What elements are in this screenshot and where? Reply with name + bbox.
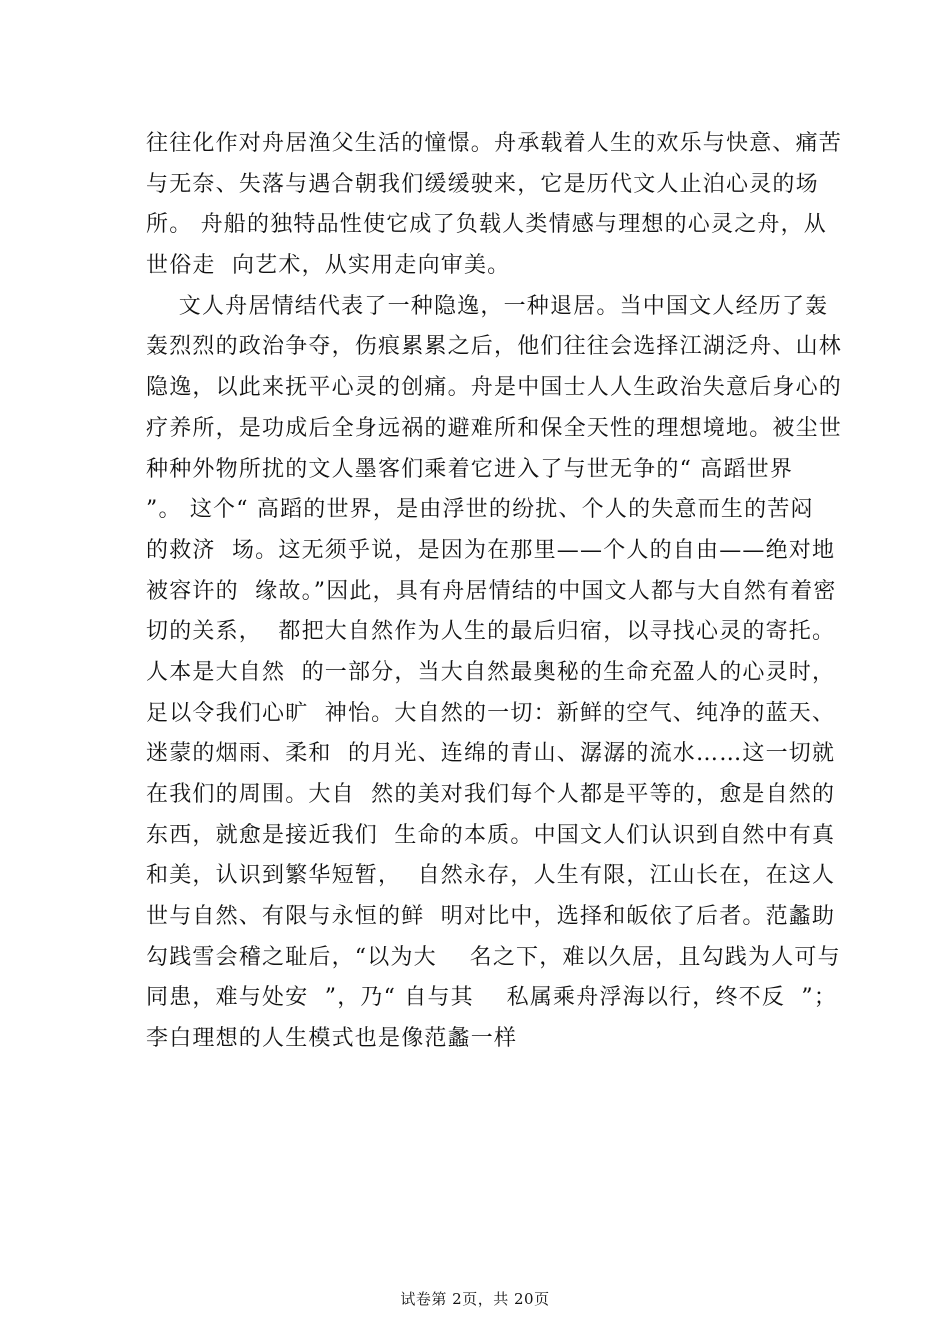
article-body bbox=[146, 124, 843, 1060]
page-footer: 试卷第 2页，共 20页 bbox=[400, 1290, 550, 1308]
text-line: 文人舟居情结代表了一种隐逸，一种退居。当中国文人经历了轰 bbox=[146, 293, 829, 319]
text-line: 世俗走 向艺术，从实用走向审美。 bbox=[146, 253, 511, 279]
text-line: 迷蒙的烟雨、柔和 的月光、连绵的青山、潺潺的流水……这一切就 bbox=[146, 741, 836, 767]
text-line: 种种外物所扰的文人墨客们乘着它进入了与世无争的“ 高蹈世界 bbox=[146, 456, 794, 482]
text-line: 疗养所，是功成后全身远祸的避难所和保全天性的理想境地。被尘世 bbox=[146, 415, 843, 441]
text-line: 在我们的周围。大自 然的美对我们每个人都是平等的，愈是自然的 bbox=[146, 782, 836, 807]
text-line: 东西，就愈是接近我们 生命的本质。中国文人们认识到自然中有真 bbox=[146, 822, 836, 848]
text-line: 往往化作对舟居渔父生活的憧憬。舟承载着人生的欢乐与快意、痛苦 bbox=[146, 131, 843, 156]
text-line: 李白理想的人生模式也是像范蠡一样 bbox=[146, 1026, 518, 1052]
text-line: 同患，难与处安 ”，乃“ 自与其 私属乘舟浮海以行，终不反 ”； bbox=[146, 985, 838, 1011]
text-line: 和美，认识到繁华短暂， 自然永存，人生有限，江山长在，在这人 bbox=[146, 863, 836, 889]
text-line: 人本是大自然 的一部分，当大自然最奥秘的生命充盈人的心灵时， bbox=[146, 659, 836, 685]
text-line: 勾践雪会稽之耻后，“以为大 名之下，难以久居，且勾践为人可与 bbox=[146, 944, 841, 970]
text-line: 足以令我们心旷 神怡。大自然的一切：新鲜的空气、纯净的蓝天、 bbox=[146, 700, 836, 726]
text-line: 隐逸，以此来抚平心灵的创痛。舟是中国士人人生政治失意后身心的 bbox=[146, 375, 843, 401]
text-line: ”。 这个“ 高蹈的世界，是由浮世的纷扰、个人的失意而生的苦闷 bbox=[146, 497, 814, 523]
text-line: 被容许的 缘故。”因此，具有舟居情结的中国文人都与大自然有着密 bbox=[146, 578, 837, 604]
text-line: 世与自然、有限与永恒的鲜 明对比中，选择和皈依了后者。范蠡助 bbox=[146, 904, 836, 930]
text-line: 所。 舟船的独特品性使它成了负载人类情感与理想的心灵之舟，从 bbox=[146, 212, 827, 238]
text-line: 与无奈、失落与遇合朝我们缓缓驶来，它是历代文人止泊心灵的场 bbox=[146, 171, 819, 197]
text-line: 轰烈烈的政治争夺，伤痕累累之后，他们往往会选择江湖泛舟、山林 bbox=[146, 334, 843, 360]
text-line: 切的关系， 都把大自然作为人生的最后归宿，以寻找心灵的寄托。 bbox=[146, 619, 836, 645]
text-line: 的救济 场。这无须乎说，是因为在那里——个人的自由——绝对地 bbox=[146, 537, 836, 563]
